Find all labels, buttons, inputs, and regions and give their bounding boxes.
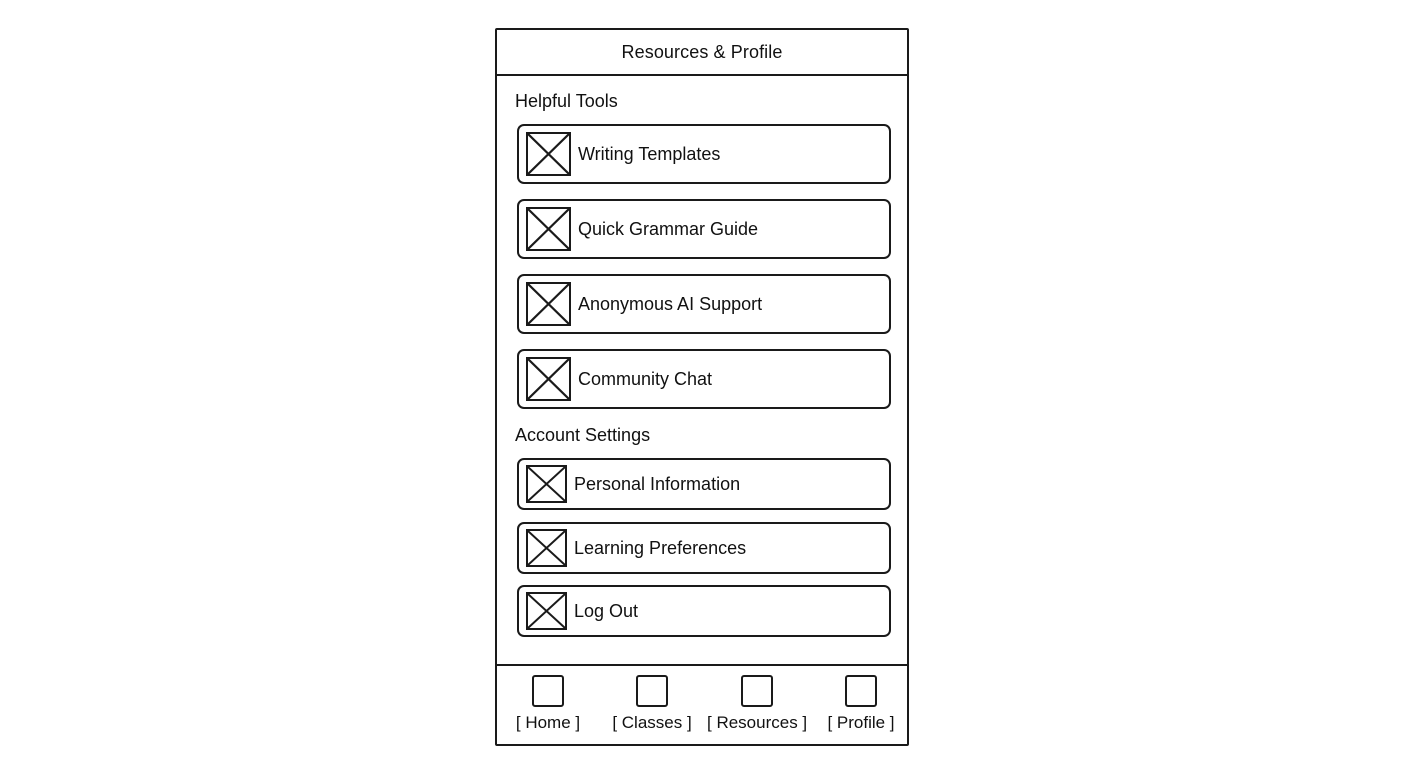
image-placeholder-icon xyxy=(526,592,567,630)
nav-item-profile[interactable] xyxy=(811,666,911,744)
list-item-label: Personal Information xyxy=(574,473,741,494)
list-item-label: Anonymous AI Support xyxy=(578,293,763,314)
resources-placeholder-icon xyxy=(741,675,773,707)
page-title: Resources & Profile xyxy=(621,41,783,62)
nav-label-classes: [ Classes ] xyxy=(612,713,692,732)
image-placeholder-icon xyxy=(526,282,571,326)
bottom-navigation xyxy=(497,664,907,744)
image-placeholder-icon xyxy=(526,465,567,503)
section-title-helpful-tools: Helpful Tools xyxy=(515,91,618,111)
list-item-learning-preferences[interactable] xyxy=(517,522,891,574)
image-placeholder-icon xyxy=(526,357,571,401)
section-title-account-settings: Account Settings xyxy=(515,425,651,445)
image-placeholder-icon xyxy=(526,132,571,176)
list-item-anonymous-ai-support[interactable] xyxy=(517,274,891,334)
list-item-community-chat[interactable] xyxy=(517,349,891,409)
app-header xyxy=(497,30,907,76)
nav-label-profile: [ Profile ] xyxy=(827,713,895,732)
nav-item-home[interactable] xyxy=(498,666,598,744)
profile-placeholder-icon xyxy=(845,675,877,707)
classes-placeholder-icon xyxy=(636,675,668,707)
nav-item-classes[interactable] xyxy=(602,666,702,744)
list-item-quick-grammar-guide[interactable] xyxy=(517,199,891,259)
list-item-personal-information[interactable] xyxy=(517,458,891,510)
list-item-label: Learning Preferences xyxy=(574,537,747,558)
phone-frame xyxy=(495,28,909,746)
image-placeholder-icon xyxy=(526,207,571,251)
list-item-label: Writing Templates xyxy=(578,143,721,164)
nav-item-resources[interactable] xyxy=(707,666,807,744)
nav-label-resources: [ Resources ] xyxy=(707,713,808,732)
home-placeholder-icon xyxy=(532,675,564,707)
list-item-label: Community Chat xyxy=(578,368,713,389)
list-item-log-out[interactable] xyxy=(517,585,891,637)
list-item-writing-templates[interactable] xyxy=(517,124,891,184)
list-item-label: Log Out xyxy=(574,600,639,621)
list-item-label: Quick Grammar Guide xyxy=(578,218,759,239)
image-placeholder-icon xyxy=(526,529,567,567)
nav-label-home: [ Home ] xyxy=(515,713,581,732)
